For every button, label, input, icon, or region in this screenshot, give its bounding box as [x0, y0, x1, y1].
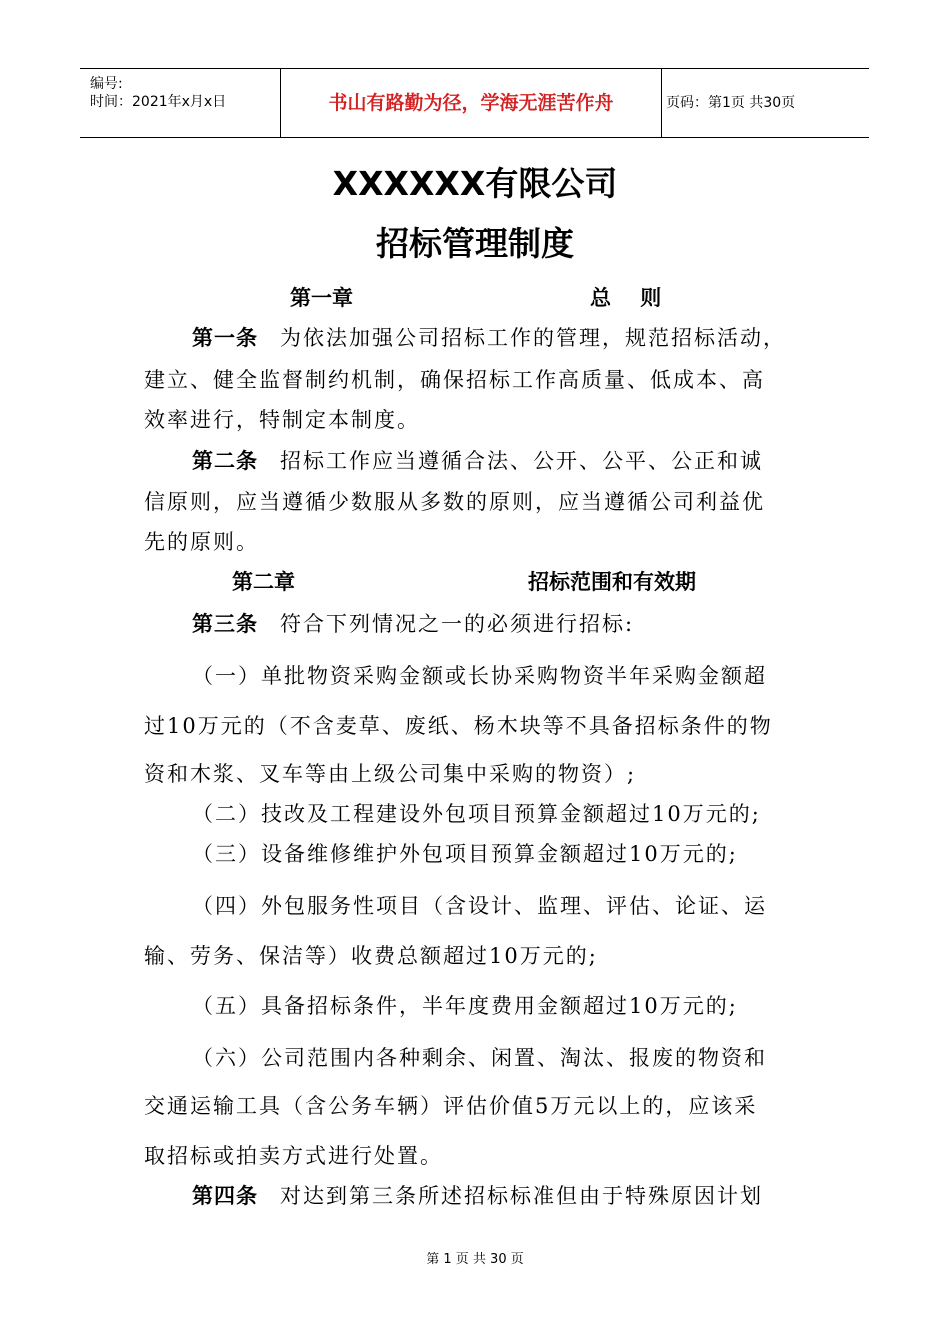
- document-title: 招标管理制度: [376, 224, 574, 263]
- article2-line1: [192, 445, 763, 475]
- article3-item1-line1: （一）单批物资采购金额或长协采购物资半年采购金额超: [192, 664, 767, 688]
- header-page-info: 页码：第1页 共30页: [666, 95, 796, 111]
- article3-line1: [192, 608, 634, 638]
- article3-item1-line3: 资和木浆、叉车等由上级公司集中采购的物资）;: [144, 762, 637, 786]
- article2-text: 招标工作应当遵循合法、公开、公平、公正和诚: [280, 449, 763, 473]
- article3-item2: （二）技改及工程建设外包项目预算金额超过10万元的;: [192, 802, 761, 826]
- article3-text: 符合下列情况之一的必须进行招标:: [280, 612, 635, 636]
- article3-item5: （五）具备招标条件，半年度费用金额超过10万元的;: [192, 994, 738, 1018]
- article4-line1: [192, 1180, 763, 1210]
- article3-item1-line2: 过10万元的（不含麦草、废纸、杨木块等不具备招标条件的物: [144, 714, 773, 738]
- article3-item6-line3: 取招标或拍卖方式进行处置。: [144, 1144, 443, 1168]
- chapter2-name: 招标范围和有效期: [528, 570, 696, 594]
- article3-label: 第三条: [192, 612, 258, 636]
- article1-text: 为依法加强公司招标工作的管理，规范招标活动，: [280, 326, 786, 350]
- header-meta: [80, 69, 281, 137]
- article3-item4-line1: （四）外包服务性项目（含设计、监理、评估、论证、运: [192, 894, 767, 918]
- article1-line2: 建立、健全监督制约机制，确保招标工作高质量、低成本、高: [144, 368, 765, 392]
- page-footer: 第 1 页 共 30 页: [426, 1252, 524, 1267]
- chapter1-number: 第一章: [290, 286, 353, 310]
- number-label: 编号:: [90, 76, 123, 92]
- article4-text: 对达到第三条所述招标标准但由于特殊原因计划: [280, 1184, 763, 1208]
- article2-line3: 先的原则。: [144, 530, 259, 554]
- page-header: [80, 68, 869, 138]
- article1-line3: 效率进行，特制定本制度。: [144, 408, 420, 432]
- article2-line2: 信原则，应当遵循少数服从多数的原则，应当遵循公司利益优: [144, 490, 765, 514]
- article1-label: 第一条: [192, 326, 258, 350]
- article4-label: 第四条: [192, 1184, 258, 1208]
- article2-label: 第二条: [192, 449, 258, 473]
- article3-item6-line2: 交通运输工具（含公务车辆）评估价值5万元以上的，应该采: [144, 1094, 758, 1118]
- article1-line1: [192, 322, 786, 352]
- chapter1-name: 总 则: [590, 286, 662, 310]
- time-label: 时间：2021年x月x日: [90, 94, 227, 110]
- company-title: XXXXXX有限公司: [332, 164, 618, 203]
- article3-item3: （三）设备维修维护外包项目预算金额超过10万元的;: [192, 842, 738, 866]
- chapter2-number: 第二章: [232, 570, 295, 594]
- article3-item6-line1: （六）公司范围内各种剩余、闲置、淘汰、报废的物资和: [192, 1046, 767, 1070]
- header-motto: 书山有路勤为径，学海无涯苦作舟: [281, 69, 662, 137]
- article3-item4-line2: 输、劳务、保洁等）收费总额超过10万元的;: [144, 944, 598, 968]
